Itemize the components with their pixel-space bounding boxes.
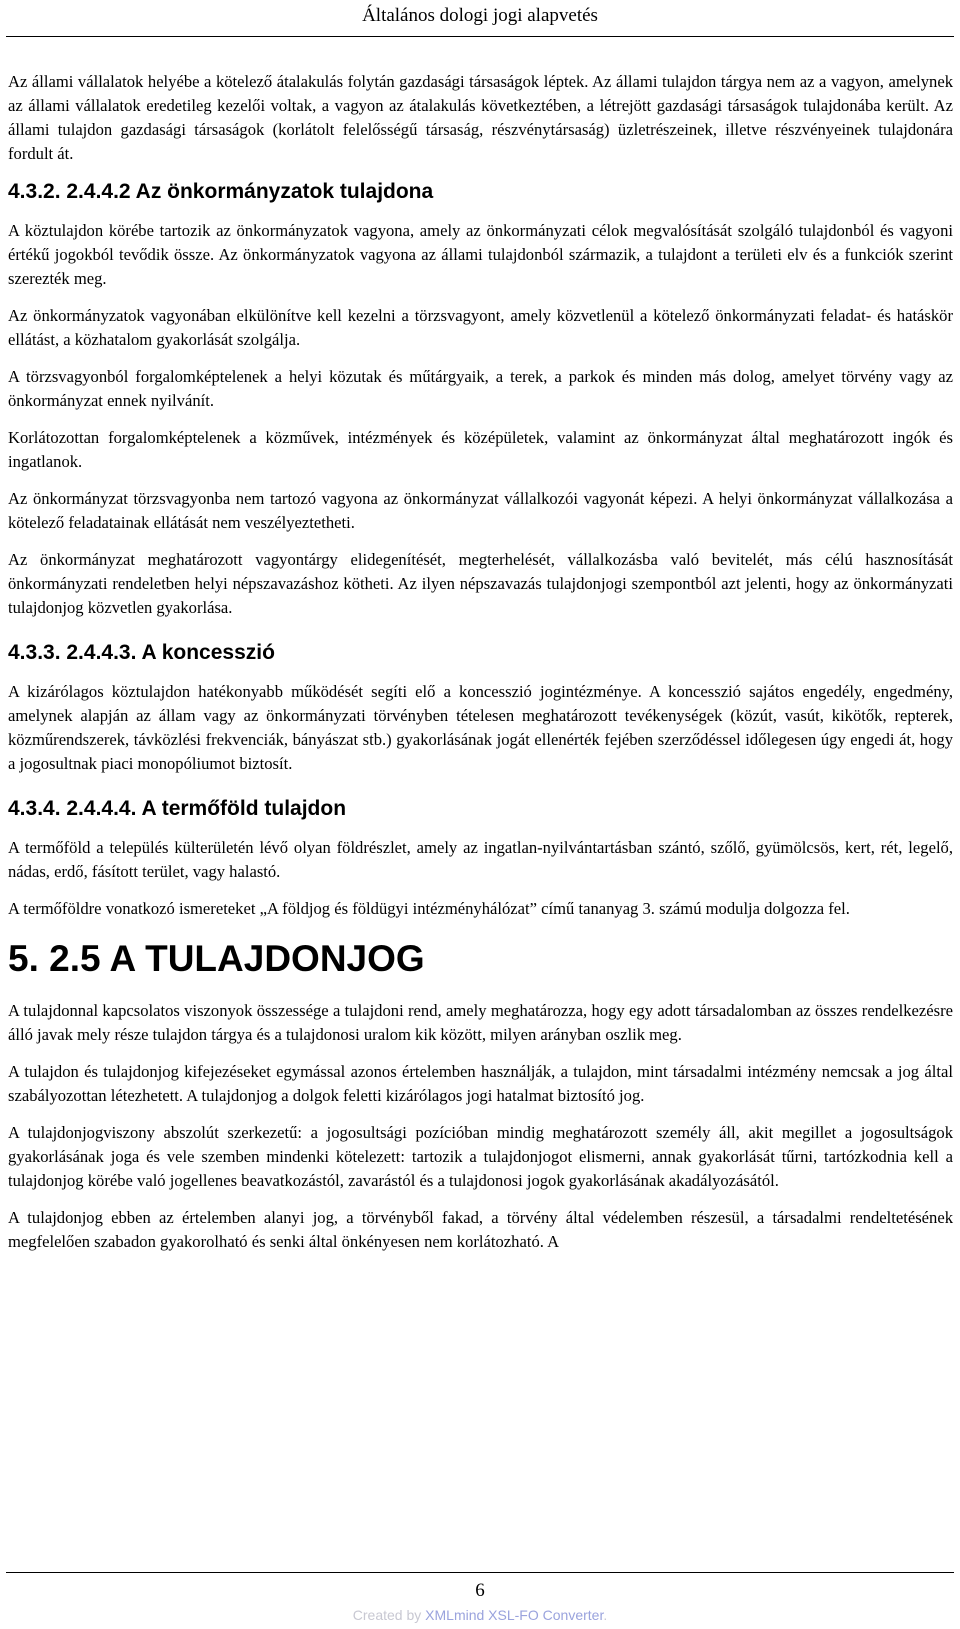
generator-credit <box>0 1606 960 1624</box>
chapter-heading-tulajdonjog: 5. 2.5 A TULAJDONJOG <box>8 938 425 979</box>
section-heading-onkormanyzatok: 4.3.2. 2.4.4.2 Az önkormányzatok tulajdona <box>8 180 434 203</box>
paragraph-abszolut-szerkezet: A tulajdonjogviszony abszolút szerkezetű: a jogosultsági pozícióban mindig meghatározott személy áll, akit megillet a jogosultságok gyakorlásának joga és vele szemben mindenki kötelezett: tartozik a tulajdonjogot elismerni, annak gyakorlását tűrni, tartózkodnia kell a tulajdonjog körébe való jogellenes beavatkozástól, zavarástól és a tulajdonosi jogok gyakorlásának akadályozásától. <box>8 1123 953 1190</box>
page-content <box>8 70 953 1267</box>
page-number: 6 <box>475 1580 485 1601</box>
paragraph-korlatozottan: Korlátozottan forgalomképtelenek a közművek, intézmények és középületek, valamint az önkormányzat által meghatározott ingók és ingatlanok. <box>8 428 953 471</box>
paragraph-tulajdon-tulajdonjog: A tulajdon és tulajdonjog kifejezéseket egymással azonos értelemben használják, a tulajdon, mint társadalmi intézmény nemcsak a jog által szabályozottan létezhetett. A tulajdonjog a dolgok feletti kizárólagos jogi hatalmat biztosító jog. <box>8 1062 953 1105</box>
generator-suffix: . <box>603 1607 608 1623</box>
paragraph-nepszavazas: Az önkormányzat meghatározott vagyontárgy elidegenítését, megterhelését, vállalkozásba való bevitelét, más célú hasznosítását önkormányzati rendeletben helyi népszavazáshoz kötheti. Az ilyen népszavazás tulajdonjogi szempontból azt jelenti, hogy az önkormányzati tulajdonjog közvetlen gyakorlása. <box>8 550 953 617</box>
section-heading-termofold: 4.3.4. 2.4.4.4. A termőföld tulajdon <box>8 797 347 820</box>
section-heading-koncesszio: 4.3.3. 2.4.4.3. A koncesszió <box>8 641 275 664</box>
header-divider <box>6 36 954 37</box>
running-header: Általános dologi jogi alapvetés <box>362 5 598 26</box>
paragraph-termofold-modul: A termőföldre vonatkozó ismereteket „A földjog és földügyi intézményhálózat” című tananyag 3. számú modulja dolgozza fel. <box>8 899 850 918</box>
generator-prefix: Created by <box>352 1607 426 1623</box>
paragraph-koztulajdon: A köztulajdon körébe tartozik az önkormányzatok vagyona, amely az önkormányzati célok megvalósítását szolgáló tulajdonból és vagyoni értékű jogokból tevődik össze. Az önkormányzatok vagyona az állami tulajdonból származik, a tulajdont a területi elv és a funkciók szerint szerezték meg. <box>8 221 953 288</box>
paragraph-forgalomkeptelen: A törzsvagyonból forgalomképtelenek a helyi közutak és műtárgyaik, a terek, a parkok és minden más dolog, amelyet törvény vagy az önkormányzat ennek nyilvánít. <box>8 367 953 410</box>
paragraph-koncesszio: A kizárólagos köztulajdon hatékonyabb működését segíti elő a koncesszió jogintézménye. A koncesszió sajátos engedély, engedmény, amelynek alapján az állam vagy az önkormányzati törvényben tételesen meghatározott tevékenységek (közút, vasút, kikötők, repterek, közműrendszerek, távközlési frekvenciák, bányászat stb.) gyakorlásának jogát ellenérték fejében szerződéssel időlegesen úgy engedi át, hogy a jogosultnak piaci monopóliumot biztosít. <box>8 682 953 773</box>
paragraph-torzsvagyon: Az önkormányzatok vagyonában elkülönítve kell kezelni a törzsvagyont, amely közvetlenül a kötelező önkormányzati feladat- és hatáskör ellátást, a közhatalom gyakorlását szolgálja. <box>8 306 953 349</box>
paragraph-alanyi-jog: A tulajdonjog ebben az értelemben alanyi jog, a törvényből fakad, a törvény által védelemben részesül, a társadalmi rendeltetésének megfelelően szabadon gyakorolható és senki által önkényesen nem korlátozható. A <box>8 1208 953 1251</box>
paragraph-allami-vallalatok: Az állami vállalatok helyébe a kötelező átalakulás folytán gazdasági társaságok léptek. Az állami tulajdon tárgya nem az a vagyon, amelynek az állami vállalatok eredetileg kezelői voltak, a vagyon az átalakulás következtében, a létrejött gazdasági társaságok tulajdonába került. Az állami tulajdon gazdasági társaságok (korlátolt felelősségű társaság, részvénytársaság) üzletrészeinek, illetve részvényeinek tulajdonára fordult át. <box>8 72 953 163</box>
paragraph-vallalkozoi-vagyon: Az önkormányzat törzsvagyonba nem tartozó vagyona az önkormányzat vállalkozói vagyonát képezi. A helyi önkormányzat vállalkozása a kötelező feladatainak ellátását nem veszélyeztetheti. <box>8 489 953 532</box>
paragraph-termofold-definicio: A termőföld a település külterületén lévő olyan földrészlet, amely az ingatlan-nyilvántartásban szántó, szőlő, gyümölcsös, kert, rét, legelő, nádas, erdő, fásított terület, vagy halastó. <box>8 838 953 881</box>
paragraph-tulajdoni-rend: A tulajdonnal kapcsolatos viszonyok összessége a tulajdoni rend, amely meghatározza, hogy egy adott társadalomban az összes rendelkezésre álló javak mely része tulajdon tárgya és a tulajdonosi uralom kik között, milyen arányban oszlik meg. <box>8 1001 953 1044</box>
generator-brand: XMLmind XSL-FO Converter <box>425 1607 604 1623</box>
footer-divider <box>6 1572 954 1573</box>
